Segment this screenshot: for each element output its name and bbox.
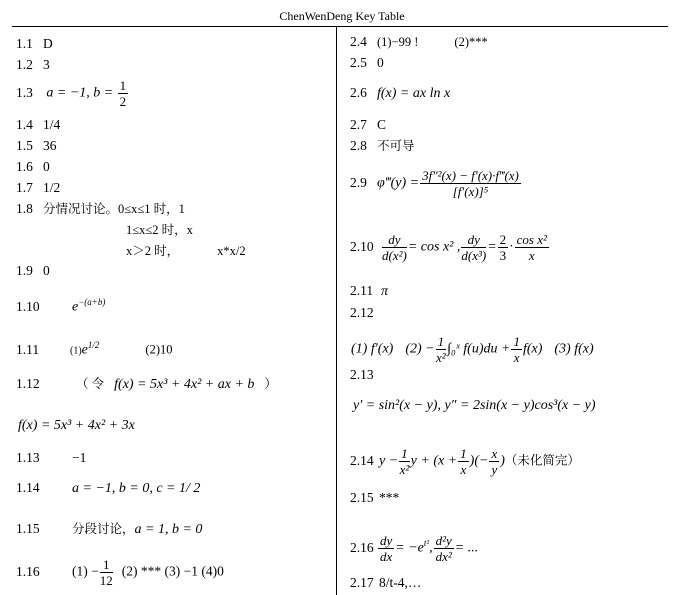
item-number: 2.10 — [350, 238, 374, 254]
answer-1-16 — [16, 557, 224, 588]
answer-math: π — [381, 284, 389, 299]
fraction-numerator: cos x² — [516, 232, 547, 247]
fraction-denominator: x² — [436, 350, 446, 365]
case-label: x＞2 时， — [126, 244, 180, 258]
remaining-parts: (2) *** (3) −1 (4)0 — [121, 563, 224, 579]
item-number: 2.11 — [350, 283, 374, 298]
answer-text: D — [43, 36, 53, 51]
answer-line-1: 分情况讨论。0≤x≤1 时，1 — [43, 202, 185, 216]
answer-1-11 — [16, 337, 172, 360]
page-title: ChenWenDeng Key Table — [279, 9, 405, 23]
fraction-denominator: d(x³) — [461, 248, 487, 263]
answer-2-9 — [350, 168, 522, 199]
part-2-tail: f(x) — [522, 341, 543, 357]
polynomial-expr: f(x) = 5x³ + 4x² + ax + b — [114, 377, 255, 392]
column-divider — [336, 27, 337, 595]
item-number: 2.7 — [350, 117, 367, 132]
fraction-numerator: 3f″²(x) − f′(x)·f‴(x) — [422, 168, 519, 183]
fraction-numerator: 1 — [437, 334, 445, 349]
answer-text: 8/t-4,… — [379, 575, 422, 590]
answer-1-5 — [16, 138, 57, 154]
exponent: t² — [423, 538, 430, 549]
expr-part: = ... — [454, 540, 479, 556]
answer-text: *** — [379, 490, 400, 505]
fraction — [511, 334, 522, 365]
answer-1-12-line-2: f(x) = 5x³ + 4x² + 3x — [18, 418, 135, 433]
answer-text: 36 — [43, 138, 57, 153]
answer-2-12-label: 2.12 — [350, 305, 374, 320]
part-2: (2)10 — [145, 342, 173, 357]
part-1: (1)−99 ! — [377, 35, 419, 49]
item-number: 2.16 — [350, 539, 374, 555]
exponential-base: e — [81, 342, 88, 358]
item-number: 1.5 — [16, 138, 33, 153]
comma: , — [429, 540, 433, 556]
item-number: 1.13 — [16, 450, 40, 465]
answer-text: 0 — [43, 263, 50, 278]
item-number: 1.6 — [16, 159, 33, 174]
lhs: φ‴(y) = — [377, 175, 420, 191]
expr-part: y − — [379, 453, 399, 469]
fraction-denominator: x — [513, 350, 520, 365]
item-number: 1.9 — [16, 263, 33, 278]
fraction-numerator: 1 — [100, 557, 113, 573]
fraction-numerator: dy — [461, 232, 486, 248]
item-number: 1.15 — [16, 521, 40, 536]
answer-1-7 — [16, 180, 60, 196]
answer-math: f(x) = ax ln x — [377, 86, 451, 101]
answer-1-12 — [16, 376, 277, 393]
fraction — [399, 446, 410, 477]
fraction-numerator: 1 — [460, 446, 467, 461]
answer-math: y′ = sin²(x − y), y″ = 2sin(x − y)cos³(x − y) — [353, 398, 596, 413]
fraction — [489, 446, 499, 477]
answer-1-8-line-2: 1≤x≤2 时，x — [126, 223, 193, 237]
fraction-denominator: x — [460, 462, 467, 477]
answer-1-13 — [16, 450, 86, 466]
note: （未化简完） — [504, 453, 580, 468]
answer-2-5 — [350, 55, 384, 71]
answer-1-6 — [16, 159, 50, 175]
fraction — [515, 232, 549, 263]
item-number: 1.12 — [16, 376, 40, 391]
answer-1-14 — [16, 480, 200, 497]
item-number: 2.4 — [350, 34, 367, 49]
answer-2-17 — [350, 575, 421, 591]
answer-text: 不可导 — [377, 139, 415, 153]
fraction — [461, 232, 486, 263]
answer-text: 0 — [377, 55, 384, 70]
answer-2-7 — [350, 117, 386, 133]
fraction — [498, 232, 509, 263]
fraction — [458, 446, 469, 477]
part-2: (2) − — [405, 341, 435, 357]
fraction — [436, 334, 447, 365]
answer-text: −1 — [72, 450, 87, 465]
answer-1-8 — [16, 201, 185, 217]
fraction-denominator: [f′(x)]⁵ — [452, 184, 489, 199]
expr-part: = −e — [395, 540, 424, 556]
exponent: −(a+b) — [78, 297, 106, 307]
answer-math: a = 1, b = 0 — [134, 522, 203, 537]
fraction-denominator: 3 — [499, 248, 507, 263]
answer-text: 1/2 — [43, 180, 61, 195]
fraction-denominator: y — [491, 462, 498, 477]
exponential-base: e — [72, 299, 79, 315]
answer-1-9 — [16, 263, 50, 279]
answer-2-14 — [350, 446, 580, 477]
item-number: 2.15 — [350, 490, 374, 505]
item-number: 2.6 — [350, 85, 367, 100]
answer-2-4 — [350, 34, 488, 50]
item-number: 1.2 — [16, 57, 33, 72]
answer-1-4 — [16, 117, 60, 133]
item-number: 2.9 — [350, 174, 367, 190]
part-2: (2)*** — [454, 35, 488, 49]
answer-2-13-label: 2.13 — [350, 367, 374, 382]
item-number: 1.14 — [16, 480, 40, 495]
part-1: (1) f′(x) — [351, 341, 394, 357]
answer-1-2 — [16, 57, 50, 73]
fraction-numerator: 1 — [119, 78, 127, 93]
fraction-numerator: x — [491, 446, 498, 461]
answer-1-10 — [16, 294, 105, 316]
answer-2-6 — [350, 85, 450, 102]
answer-1-1 — [16, 36, 53, 52]
part-3: (3) f(x) — [554, 341, 594, 357]
item-number: 2.14 — [350, 452, 374, 468]
fraction-numerator: dy — [382, 232, 407, 248]
item-number: 1.1 — [16, 36, 33, 51]
answer-math: a = −1, b = 0, c = 1/ 2 — [72, 481, 201, 496]
fraction — [420, 168, 521, 199]
header-rule — [12, 26, 668, 27]
answer-2-16 — [350, 533, 478, 564]
fraction-numerator: d²y — [435, 533, 452, 548]
fraction-denominator: dx — [380, 549, 393, 564]
item-number: 1.8 — [16, 201, 33, 216]
fraction-numerator: dy — [380, 533, 393, 548]
item-number: 1.10 — [16, 298, 40, 314]
fraction-denominator: 12 — [99, 573, 113, 588]
part-label: (1) — [70, 345, 82, 357]
fraction-denominator: x² — [399, 462, 410, 477]
fraction-denominator: x — [528, 248, 535, 263]
answer-2-8 — [350, 138, 415, 154]
expr-part: )(− — [469, 453, 489, 469]
answer-2-12 — [351, 334, 594, 365]
item-number: 1.16 — [16, 563, 40, 579]
fraction-numerator: 1 — [401, 446, 408, 461]
part-1: (1) − — [72, 563, 99, 579]
case-value: x*x/2 — [217, 244, 246, 258]
answer-2-11 — [350, 283, 388, 300]
integral: ∫₀ˣ f(u)du + — [447, 341, 511, 357]
answer-math: a = −1, b = — [46, 85, 114, 101]
answer-2-10 — [350, 232, 550, 263]
answer-text: 3 — [43, 57, 50, 72]
answer-2-15 — [350, 490, 399, 506]
item-number: 1.3 — [16, 84, 33, 100]
fraction-denominator: 2 — [119, 94, 127, 109]
item-number: 2.17 — [350, 575, 374, 590]
fraction-numerator: 2 — [499, 232, 507, 247]
fraction-denominator: d(x²) — [382, 248, 407, 263]
let-label: （ 令 — [76, 377, 105, 391]
answer-1-8-line-3 — [126, 243, 246, 259]
dot: · — [509, 238, 514, 254]
item-number: 1.11 — [16, 341, 40, 357]
item-number: 1.4 — [16, 117, 33, 132]
fraction — [382, 232, 407, 263]
expr-part: y + (x + — [410, 453, 458, 469]
close-paren: ） — [264, 377, 277, 391]
expr-part: ) — [500, 453, 505, 469]
item-number: 2.8 — [350, 138, 367, 153]
item-number: 2.5 — [350, 55, 367, 70]
answer-text: 1/4 — [43, 117, 61, 132]
exponent: 1/2 — [87, 340, 100, 350]
fraction — [100, 557, 113, 588]
equals-cos: = cos x² , — [407, 239, 461, 255]
item-number: 1.7 — [16, 180, 33, 195]
answer-text: 0 — [43, 159, 50, 174]
fraction — [118, 78, 129, 109]
fraction — [434, 533, 454, 564]
equals: = — [487, 239, 497, 255]
answer-2-13 — [353, 397, 596, 414]
answer-text: C — [377, 117, 387, 132]
fraction-denominator: dx² — [435, 549, 452, 564]
answer-text: 分段讨论， — [72, 522, 135, 536]
answer-1-3 — [16, 78, 129, 109]
fraction — [378, 533, 394, 564]
answer-1-15 — [16, 521, 202, 538]
fraction-numerator: 1 — [513, 334, 520, 349]
